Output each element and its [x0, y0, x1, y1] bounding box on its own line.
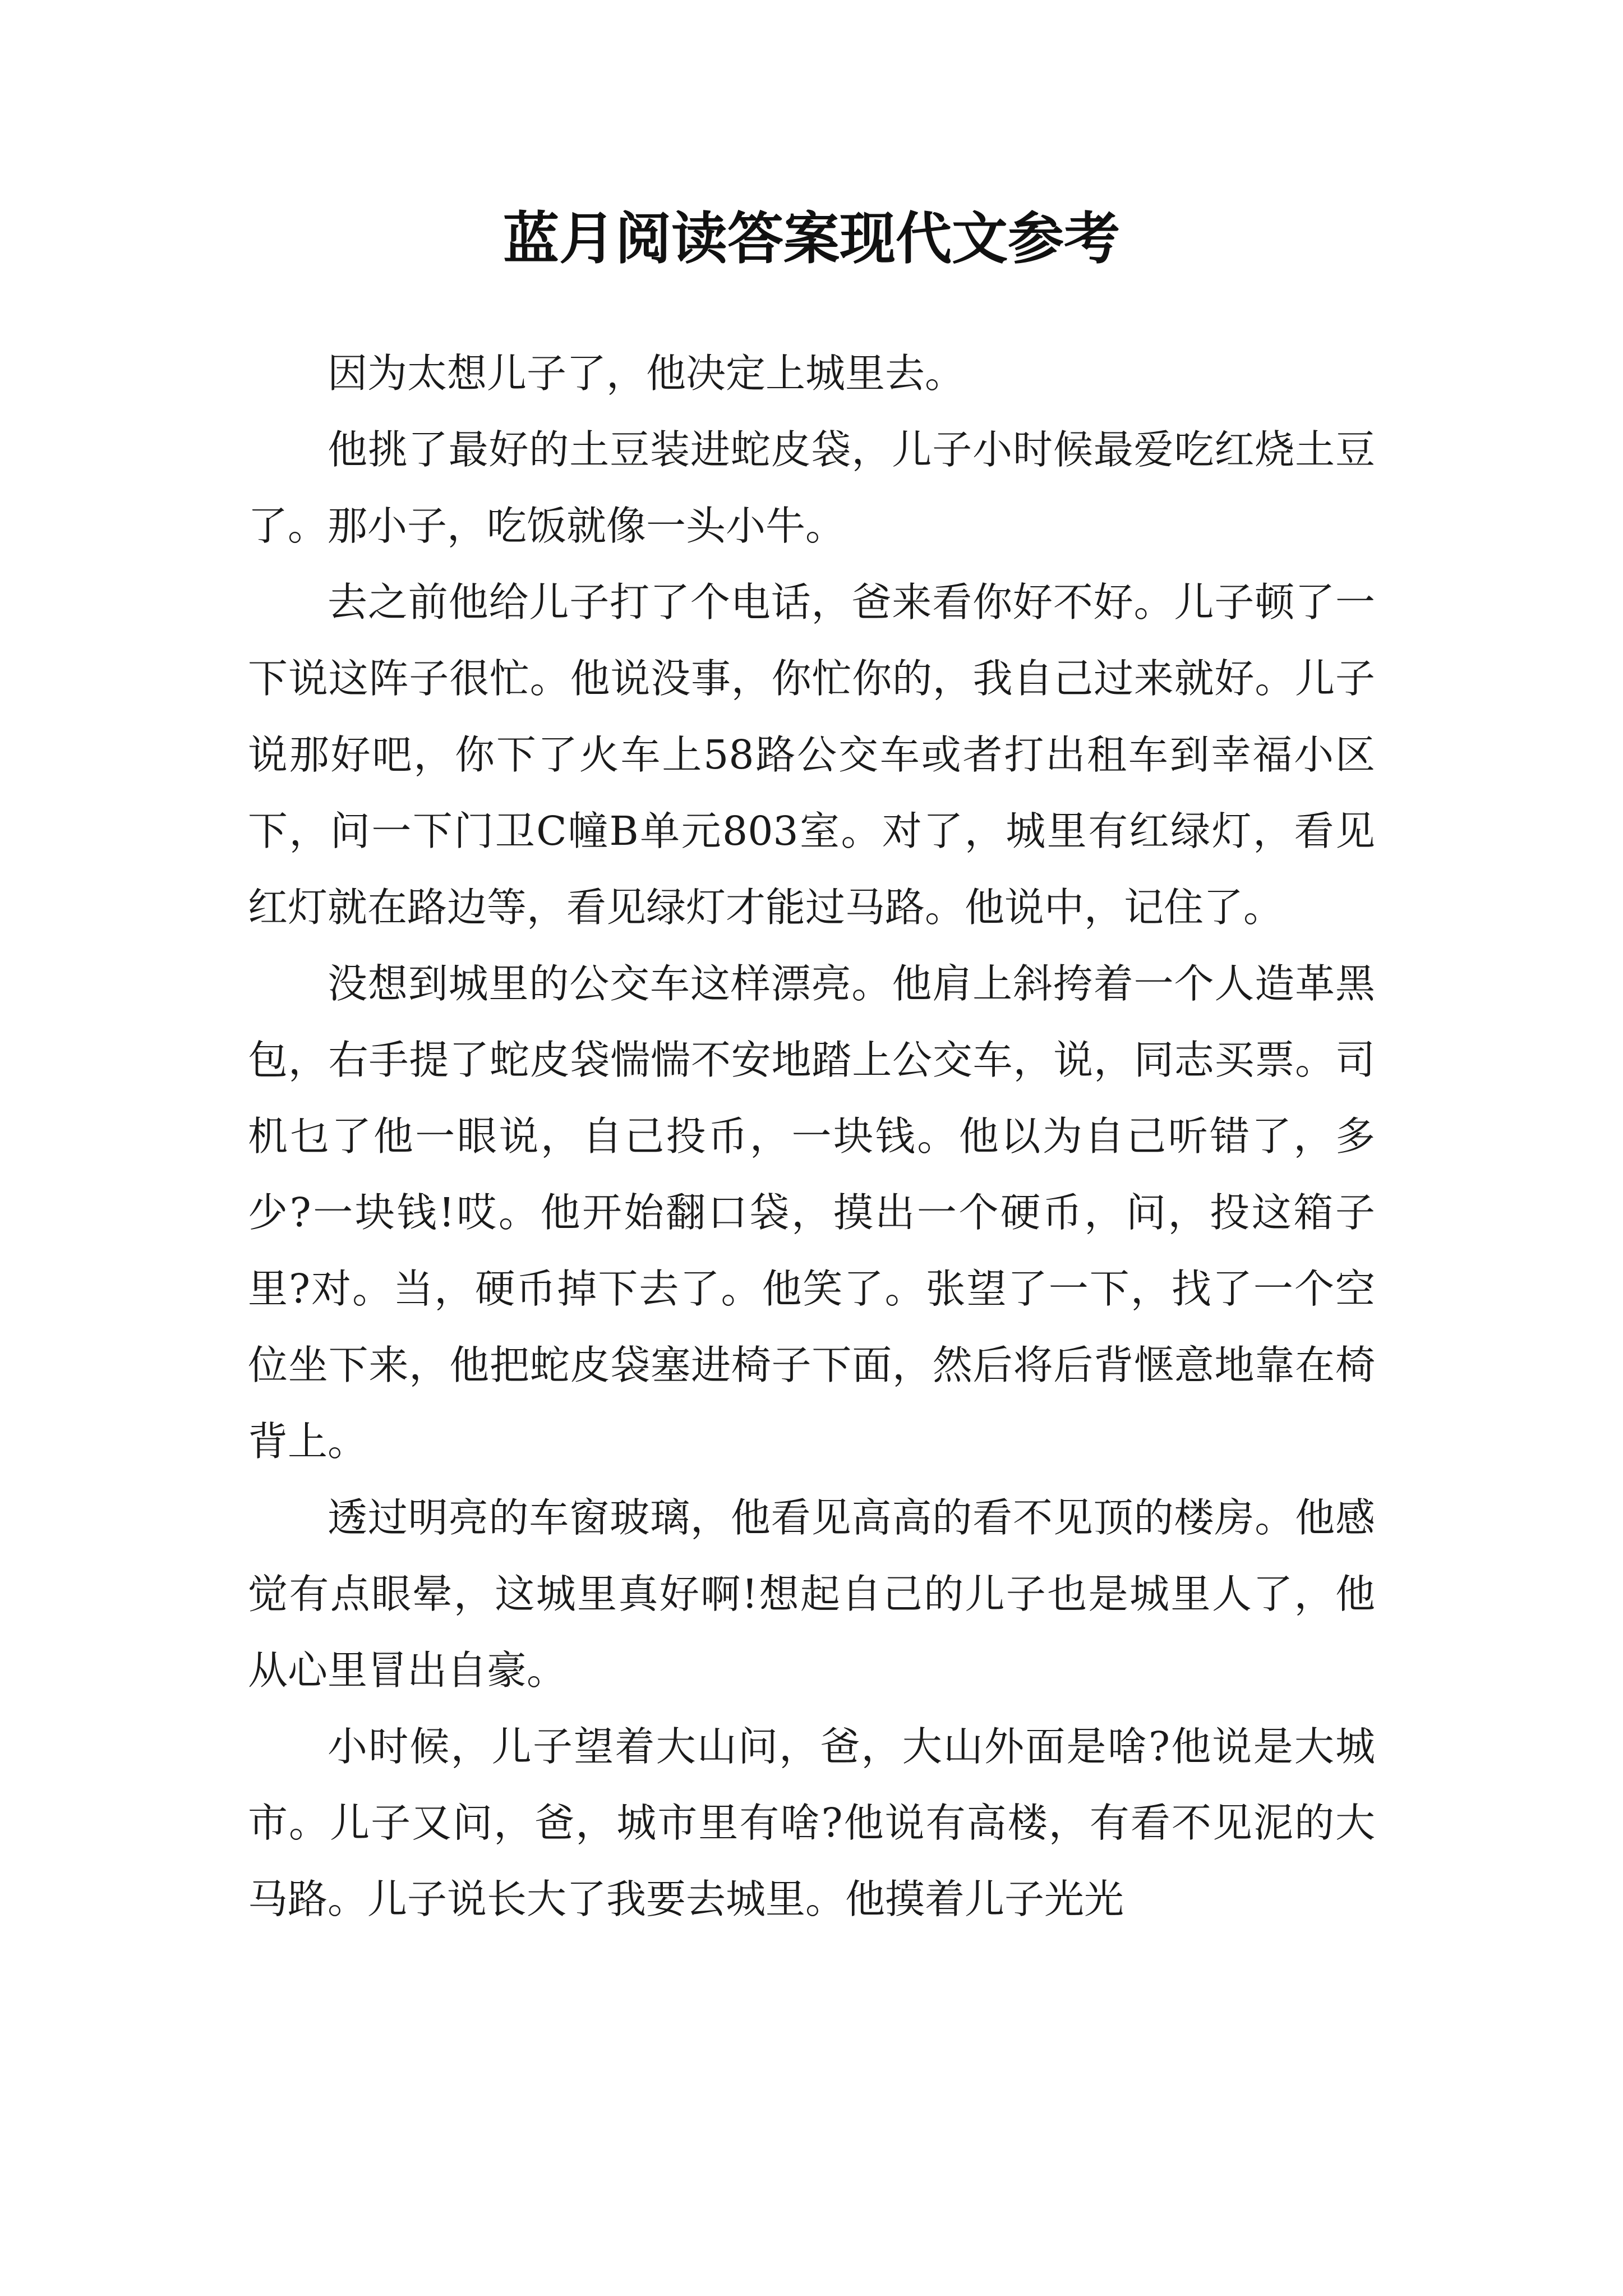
paragraph: 没想到城里的公交车这样漂亮。他肩上斜挎着一个人造革黑包，右手提了蛇皮袋惴惴不安地踏上公交车，说，同志买票。司机乜了他一眼说，自己投币，一块钱。他以为自己听错了，多少?一块钱!哎。他开始翻口袋，摸出一个硬币，问，投这箱子里?对。当，硬币掉下去了。他笑了。张望了一下，找了一个空位坐下来，他把蛇皮袋塞进椅子下面，然后将后背惬意地靠在椅背上。	[248, 960, 1375, 1465]
paragraph: 他挑了最好的土豆装进蛇皮袋，儿子小时候最爱吃红烧土豆了。那小子，吃饭就像一头小牛。	[248, 426, 1375, 549]
paragraph: 小时候，儿子望着大山问，爸，大山外面是啥?他说是大城市。儿子又问，爸，城市里有啥?他说有高楼，有看不见泥的大马路。儿子说长大了我要去城里。他摸着儿子光光	[248, 1723, 1375, 1922]
document-title: 蓝月阅读答案现代文参考	[503, 205, 1120, 272]
paragraph: 去之前他给儿子打了个电话，爸来看你好不好。儿子顿了一下说这阵子很忙。他说没事，你忙你的，我自己过来就好。儿子说那好吧，你下了火车上58路公交车或者打出租车到幸福小区下，问一下门卫C幢B单元803室。对了，城里有红绿灯，看见红灯就在路边等，看见绿灯才能过马路。他说中，记住了。	[248, 579, 1375, 931]
paragraph: 透过明亮的车窗玻璃，他看见高高的看不见顶的楼房。他感觉有点眼晕，这城里真好啊!想起自己的儿子也是城里人了，他从心里冒出自豪。	[248, 1494, 1375, 1694]
document-body	[248, 335, 1375, 1938]
paragraph: 因为太想儿子了，他决定上城里去。	[328, 350, 965, 397]
